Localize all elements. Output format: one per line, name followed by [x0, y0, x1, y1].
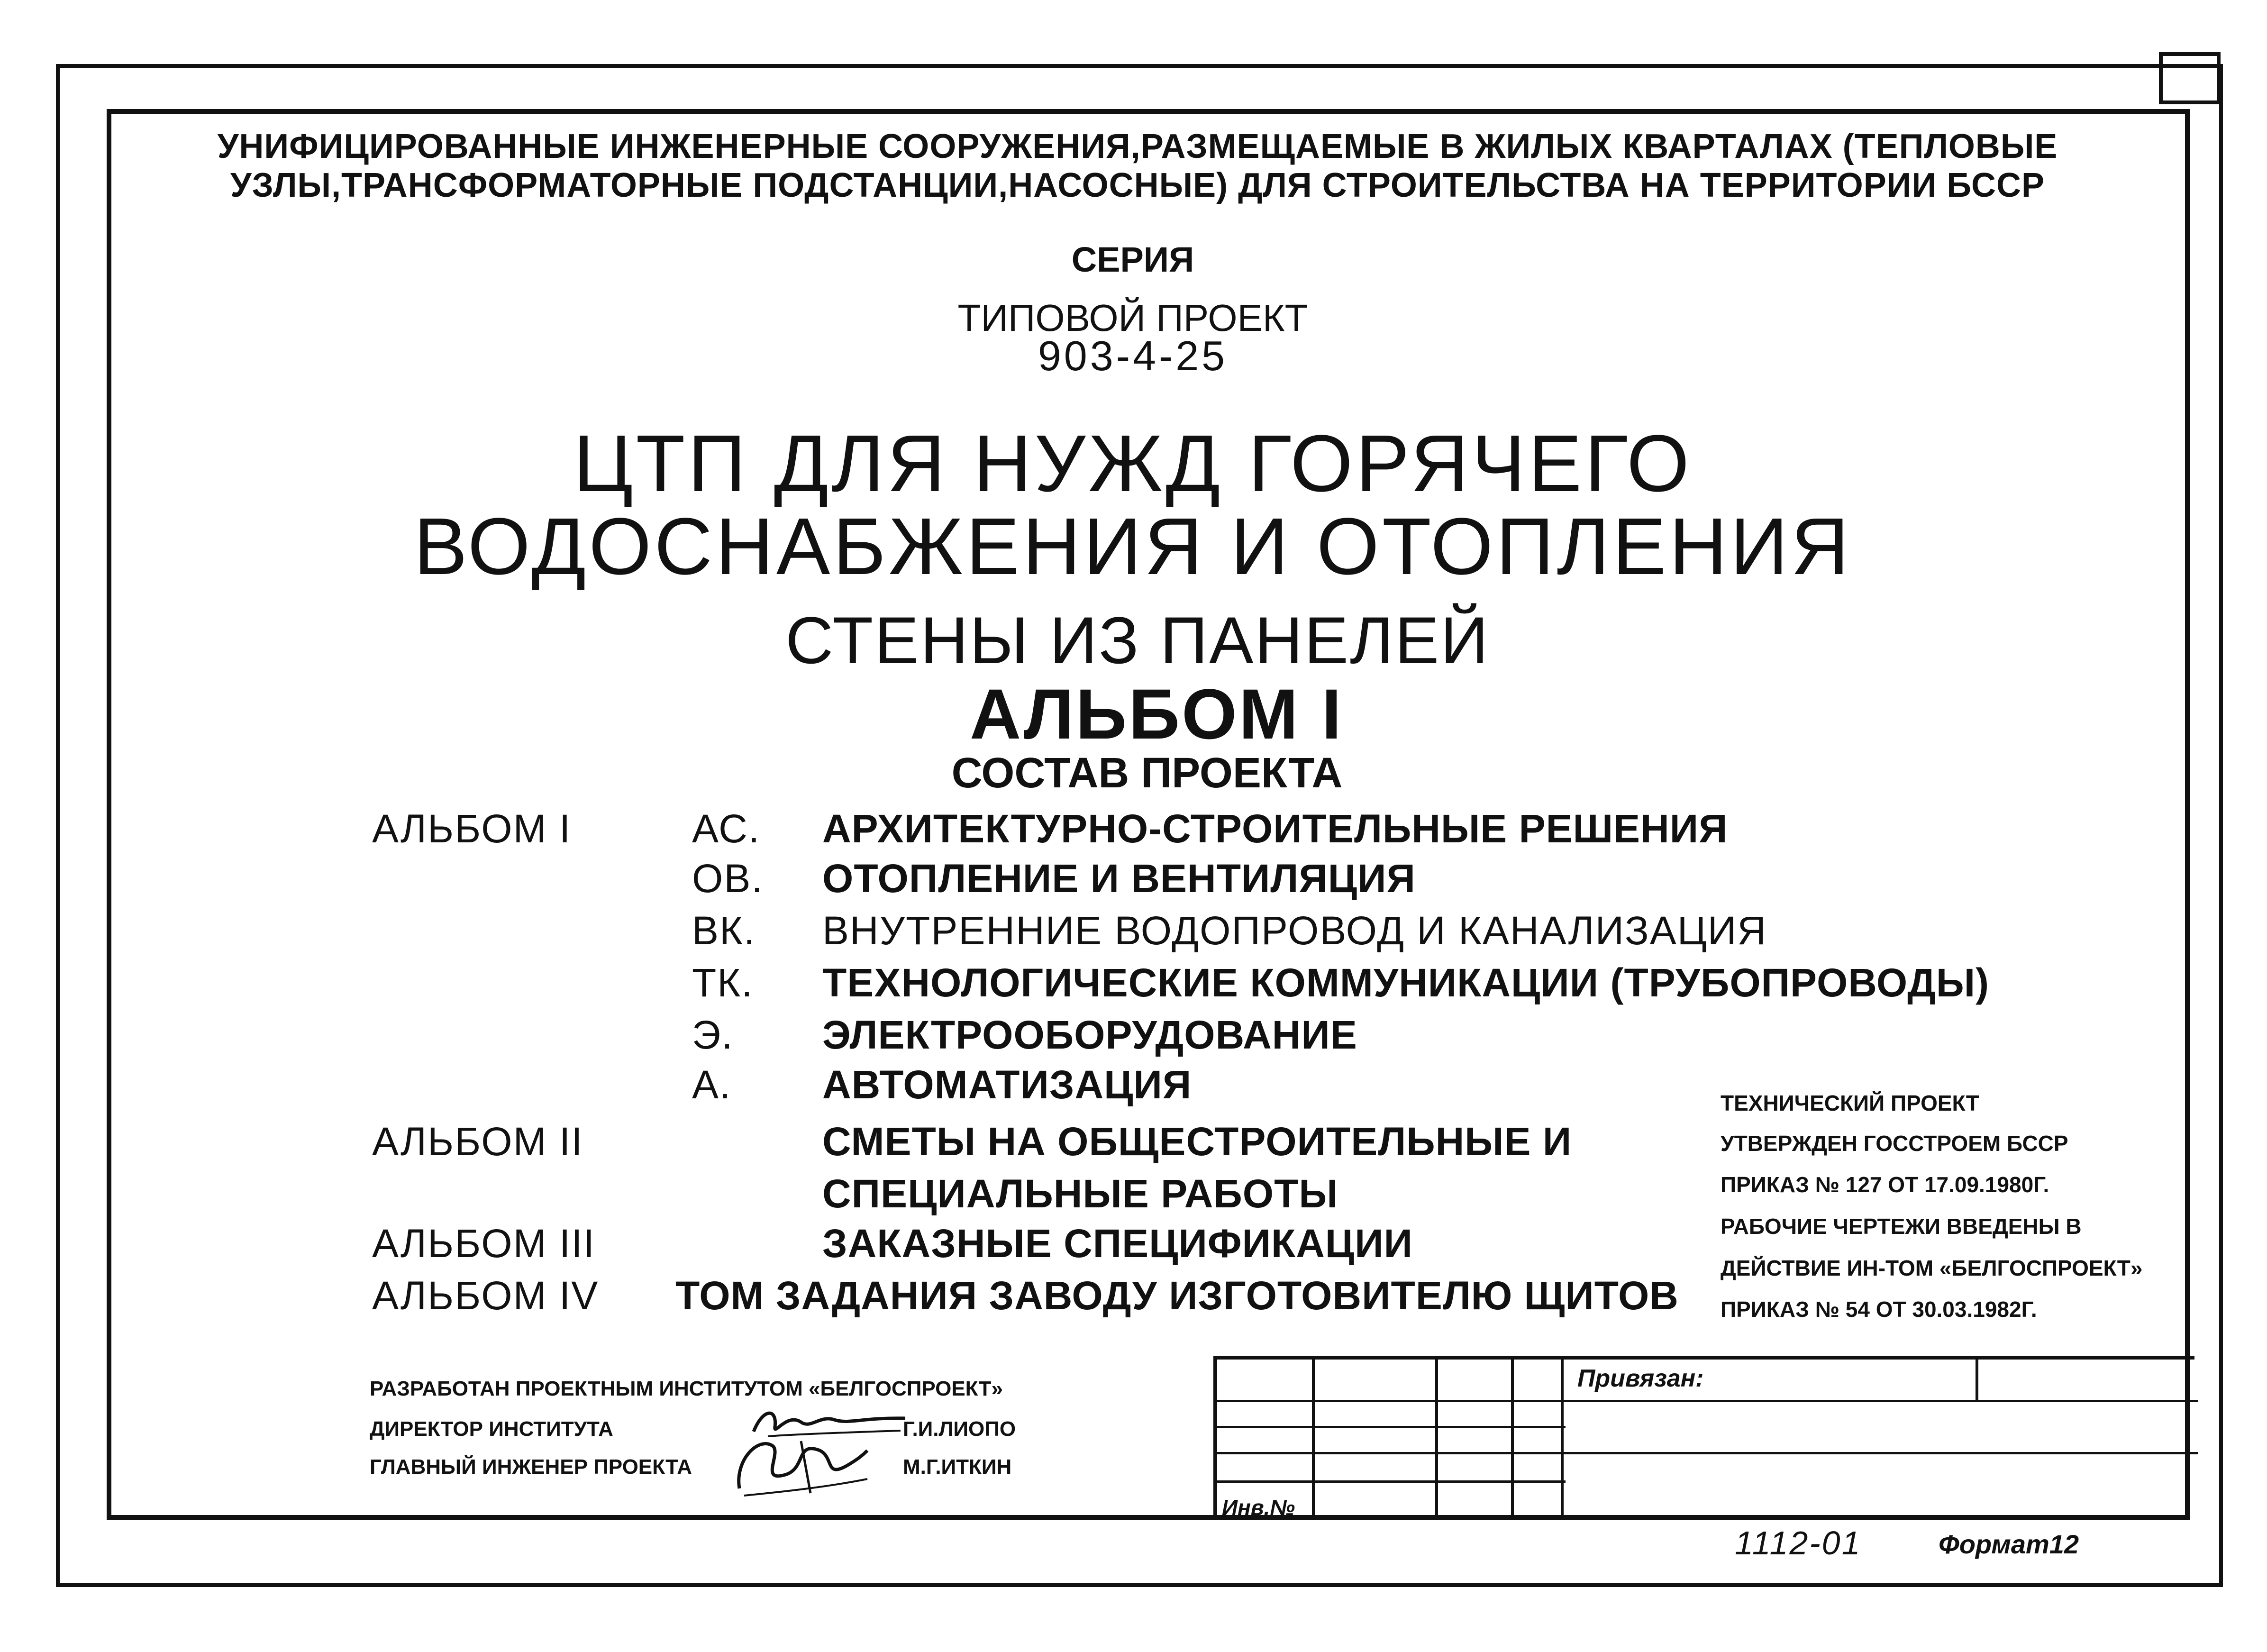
engineer-signature: [730, 1432, 872, 1503]
album-title: АЛЬБОМ I: [969, 674, 1344, 754]
format-label: Формат12: [1939, 1529, 2079, 1559]
developer-line: РАЗРАБОТАН ПРОЕКТНЫМ ИНСТИТУТОМ «БЕЛГОСПРОЕКТ»: [370, 1377, 1003, 1400]
section-text: СПЕЦИАЛЬНЫЕ РАБОТЫ: [822, 1171, 1338, 1216]
album-label-4: АЛЬБОМ IV: [372, 1273, 599, 1318]
composition-title: СОСТАВ ПРОЕКТА: [951, 749, 1343, 797]
header-line-1: УНИФИЦИРОВАННЫЕ ИНЖЕНЕРНЫЕ СООРУЖЕНИЯ,РАЗМЕЩАЕМЫЕ В ЖИЛЫХ КВАРТАЛАХ (ТЕПЛОВЫЕ: [217, 128, 2058, 165]
header-line-2: УЗЛЫ,ТРАНСФОРМАТОРНЫЕ ПОДСТАНЦИИ,НАСОСНЫЕ) ДЛЯ СТРОИТЕЛЬСТВА НА ТЕРРИТОРИИ БССР: [230, 166, 2045, 204]
section-code: ТК.: [692, 960, 754, 1005]
section-code: Э.: [692, 1013, 734, 1057]
corner-box: [2159, 52, 2221, 104]
title-block-stamp: [1213, 1356, 2194, 1520]
project-number: 903-4-25: [1038, 332, 1228, 379]
approval-line-6: ПРИКАЗ № 54 ОТ 30.03.1982Г.: [1721, 1297, 2037, 1322]
title-line-1: ЦТП ДЛЯ НУЖД ГОРЯЧЕГО: [573, 419, 1693, 509]
album-label-2: АЛЬБОМ II: [372, 1119, 583, 1164]
approval-line-4: РАБОЧИЕ ЧЕРТЕЖИ ВВЕДЕНЫ В: [1721, 1214, 2082, 1239]
engineer-label: ГЛАВНЫЙ ИНЖЕНЕР ПРОЕКТА: [370, 1455, 692, 1479]
director-label: ДИРЕКТОР ИНСТИТУТА: [370, 1417, 613, 1441]
section-text: СМЕТЫ НА ОБЩЕСТРОИТЕЛЬНЫЕ И: [822, 1119, 1572, 1164]
privyazan-label: Привязан:: [1577, 1365, 1704, 1392]
approval-line-3: ПРИКАЗ № 127 ОТ 17.09.1980Г.: [1721, 1172, 2049, 1197]
section-code: ОВ.: [692, 856, 764, 901]
section-text: ТОМ ЗАДАНИЯ ЗАВОДУ ИЗГОТОВИТЕЛЮ ЩИТОВ: [675, 1273, 1679, 1318]
director-name: Г.И.ЛИОПО: [903, 1417, 1016, 1441]
section-text: ОТОПЛЕНИЕ И ВЕНТИЛЯЦИЯ: [822, 856, 1416, 901]
project-label: ТИПОВОЙ ПРОЕКТ: [957, 297, 1308, 339]
album-label-1: АЛЬБОМ I: [372, 806, 572, 851]
section-text: АРХИТЕКТУРНО-СТРОИТЕЛЬНЫЕ РЕШЕНИЯ: [822, 806, 1728, 851]
sheet-code: 1112-01: [1735, 1524, 1862, 1561]
section-code: АС.: [692, 806, 761, 851]
inventory-label: Инв.№: [1222, 1495, 1295, 1520]
album-label-3: АЛЬБОМ III: [372, 1221, 595, 1266]
approval-line-5: ДЕЙСТВИЕ ИН-ТОМ «БЕЛГОСПРОЕКТ»: [1721, 1256, 2143, 1280]
section-text: ЭЛЕКТРООБОРУДОВАНИЕ: [822, 1013, 1357, 1057]
section-code: А.: [692, 1062, 732, 1107]
approval-line-2: УТВЕРЖДЕН ГОССТРОЕМ БССР: [1721, 1131, 2068, 1156]
section-code: ВК.: [692, 908, 756, 953]
title-line-3: СТЕНЫ ИЗ ПАНЕЛЕЙ: [785, 603, 1490, 677]
section-text: ВНУТРЕННИЕ ВОДОПРОВОД И КАНАЛИЗАЦИЯ: [822, 908, 1767, 953]
approval-line-1: ТЕХНИЧЕСКИЙ ПРОЕКТ: [1721, 1091, 1979, 1115]
section-text: ТЕХНОЛОГИЧЕСКИЕ КОММУНИКАЦИИ (ТРУБОПРОВОДЫ): [822, 960, 1990, 1005]
section-text: ЗАКАЗНЫЕ СПЕЦИФИКАЦИИ: [822, 1221, 1413, 1266]
series-label: СЕРИЯ: [1071, 240, 1194, 279]
engineer-name: М.Г.ИТКИН: [903, 1455, 1012, 1479]
title-line-2: ВОДОСНАБЖЕНИЯ И ОТОПЛЕНИЯ: [413, 502, 1852, 592]
section-text: АВТОМАТИЗАЦИЯ: [822, 1062, 1192, 1107]
